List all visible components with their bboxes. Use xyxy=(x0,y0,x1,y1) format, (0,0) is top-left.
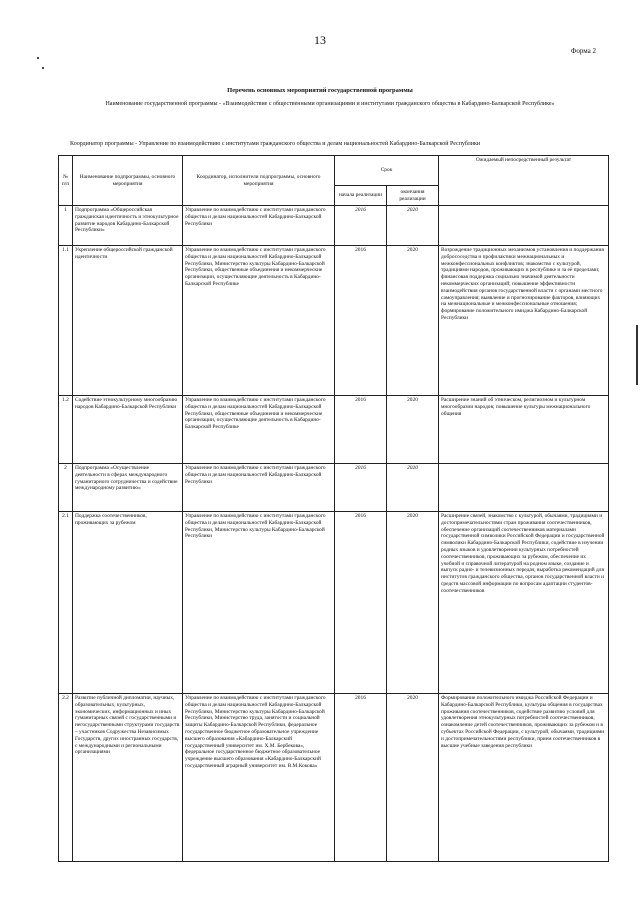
row-num: 1.1 xyxy=(59,246,73,396)
row-num: 1.2 xyxy=(59,396,73,464)
row-num: 2.1 xyxy=(59,512,73,694)
measures-table xyxy=(58,155,609,862)
row-result: Расширение связей, знакомство с культурой, обычаями, традициями и достопримечательностями стран проживания соотечественников, обеспечение организаций соотечественников материалами государственной символики Российской Федерации и государственной символики Кабардино-Балкарской Республики, содействие в изучении родных языков и удовлетворении культурных потребностей соотечественников, проживающих за рубежом, обеспечение их учебной и справочной литературой на родном языке, создание и выпуск радио- и телевизионных передач, выработка рекомендаций для институтов гражданского общества, органов государственной власти и средств массовой информации по вопросам адаптации студентов-соотечественников xyxy=(439,512,609,694)
header-start: начала реализации xyxy=(335,186,387,206)
row-start: 2016 xyxy=(335,464,387,512)
table-row xyxy=(59,206,609,246)
row-start: 2016 xyxy=(335,512,387,694)
table-row xyxy=(59,694,609,862)
table-header-row xyxy=(59,156,609,186)
row-coordinator: Управление по взаимодействию с институтами гражданского общества и делам национальностей Кабардино-Балкарской Республики xyxy=(183,206,335,246)
row-result: Формирование положительного имиджа Российской Федерации и Кабардино-Балкарской Республики, культуры общения в государствах проживания соотечественников, содействие развитию условий для удовлетворения этнокультурных потребностей соотечественников, ознакомление детей соотечественников, проживающих за рубежом и в субъектах Российской Федерации, с культурой, обычаями, традициями и достопримечательностями республики, прием соотечественников в высшие учебные заведения республики xyxy=(439,694,609,862)
row-start: 2016 xyxy=(335,246,387,396)
header-coordinator: Координатор, исполнители подпрограммы, основного мероприятия xyxy=(183,156,335,206)
row-num: 2 xyxy=(59,464,73,512)
row-end: 2020 xyxy=(387,694,439,862)
row-end: 2020 xyxy=(387,464,439,512)
page-number: 13 xyxy=(314,33,326,47)
row-name: Развитие публичной дипломатии, научных, образовательных, культурных, экономических, информационных и иных гуманитарных связей с государственными и негосударственными структурами государств – участников Содружества Независимых Государств, других иностранных государств, с международными и региональными организациями xyxy=(73,694,183,862)
row-num: 2.2 xyxy=(59,694,73,862)
table-row xyxy=(59,246,609,396)
row-name: Подпрограмма «Общероссийская гражданская идентичность и этнокультурное развитие народов Кабардино-Балкарской Республики» xyxy=(73,206,183,246)
row-coordinator: Управление по взаимодействию с институтами гражданского общества и делам национальностей Кабардино-Балкарской Республики, Министерство культуры Кабардино-Балкарской Республики, Министерство труда, занятости и социальной защиты Кабардино-Балкарской Республики, федеральное государственное бюджетное образовательное учреждение высшего образования «Кабардино-Балкарский государственный университет им. Х.М. Бербекова», федеральное государственное бюджетное образовательное учреждение высшего образования «Кабардино-Балкарский государственный аграрный университет им. В.М.Кокова» xyxy=(183,694,335,862)
list-title: Перечень основных мероприятий государственной программы xyxy=(227,87,413,94)
row-coordinator: Управление по взаимодействию с институтами гражданского общества и делам национальностей Кабардино-Балкарской Республики, Министерство культуры Кабардино-Балкарской Республики xyxy=(183,512,335,694)
table-row xyxy=(59,512,609,694)
row-result: Расширение знаний об этническом, религиозном и культурном многообразии народов; повышение культуры межнационального общения xyxy=(439,396,609,464)
row-result: Возрождение традиционных механизмов установления и поддержания добрососедства и профилактики межнациональных и межконфессиональных конфликтов; знакомство с культурой, традициями народов, проживающих в республике и за её пределами; финансовая поддержка социально значимой деятельности некоммерческих организаций; повышение эффективности взаимодействия органов государственной власти с органами местного самоуправления; выявление и прогнозирование факторов, влияющих на межнациональные и межконфессиональные отношения; формирование положительного имиджа Кабардино-Балкарской Республики xyxy=(439,246,609,396)
header-end: окончания реализации xyxy=(387,186,439,206)
row-result xyxy=(439,206,609,246)
row-start: 2016 xyxy=(335,206,387,246)
row-result xyxy=(439,464,609,512)
scan-speck xyxy=(42,67,44,69)
row-name: Укрепление общероссийской гражданской идентичности xyxy=(73,246,183,396)
row-num: 1 xyxy=(59,206,73,246)
scan-edge-mark xyxy=(636,325,638,385)
coordinator-line: Координатор программы - Управление по взаимодействию с институтами гражданского общества и делам национальностей Кабардино-Балкарской Республики xyxy=(70,141,481,147)
row-end: 2020 xyxy=(387,396,439,464)
row-name: Содействие этнокультурному многообразию народов Кабардино-Балкарской Республики xyxy=(73,396,183,464)
table-row xyxy=(59,464,609,512)
table-row xyxy=(59,396,609,464)
row-coordinator: Управление по взаимодействию с институтами гражданского общества и делам национальностей Кабардино-Балкарской Республики, общественные объединения и некоммерческие организации, осуществляющие деятельность в Кабардино-Балкарской Республике xyxy=(183,396,335,464)
header-num: № п/п xyxy=(59,156,73,206)
header-result: Ожидаемый непосредственный результат xyxy=(439,156,609,206)
header-term: Срок xyxy=(335,156,439,186)
row-start: 2016 xyxy=(335,694,387,862)
row-start: 2016 xyxy=(335,396,387,464)
row-end: 2020 xyxy=(387,246,439,396)
form-label: Форма 2 xyxy=(570,47,596,55)
row-end: 2020 xyxy=(387,206,439,246)
row-name: Подпрограмма «Осуществление деятельности в сферах международного гуманитарного сотрудничества и содействие международному развитию» xyxy=(73,464,183,512)
row-name: Поддержка соотечественников, проживающих за рубежом xyxy=(73,512,183,694)
scan-speck xyxy=(37,57,39,59)
row-coordinator: Управление по взаимодействию с институтами гражданского общества и делам национальностей Кабардино-Балкарской Республики xyxy=(183,464,335,512)
row-end: 2020 xyxy=(387,512,439,694)
row-coordinator: Управление по взаимодействию с институтами гражданского общества и делам национальностей Кабардино-Балкарской Республики, Министерство культуры Кабардино-Балкарской Республики, общественные объединения и некоммерческие организации, осуществляющие деятельность в Кабардино-Балкарской Республике xyxy=(183,246,335,396)
header-name: Наименование подпрограммы, основного мероприятия xyxy=(73,156,183,206)
program-name: Наименование государственной программы - «Взаимодействие с общественными организациями и институтами гражданского общества в Кабардино-Балкарской Республике» xyxy=(105,101,555,107)
